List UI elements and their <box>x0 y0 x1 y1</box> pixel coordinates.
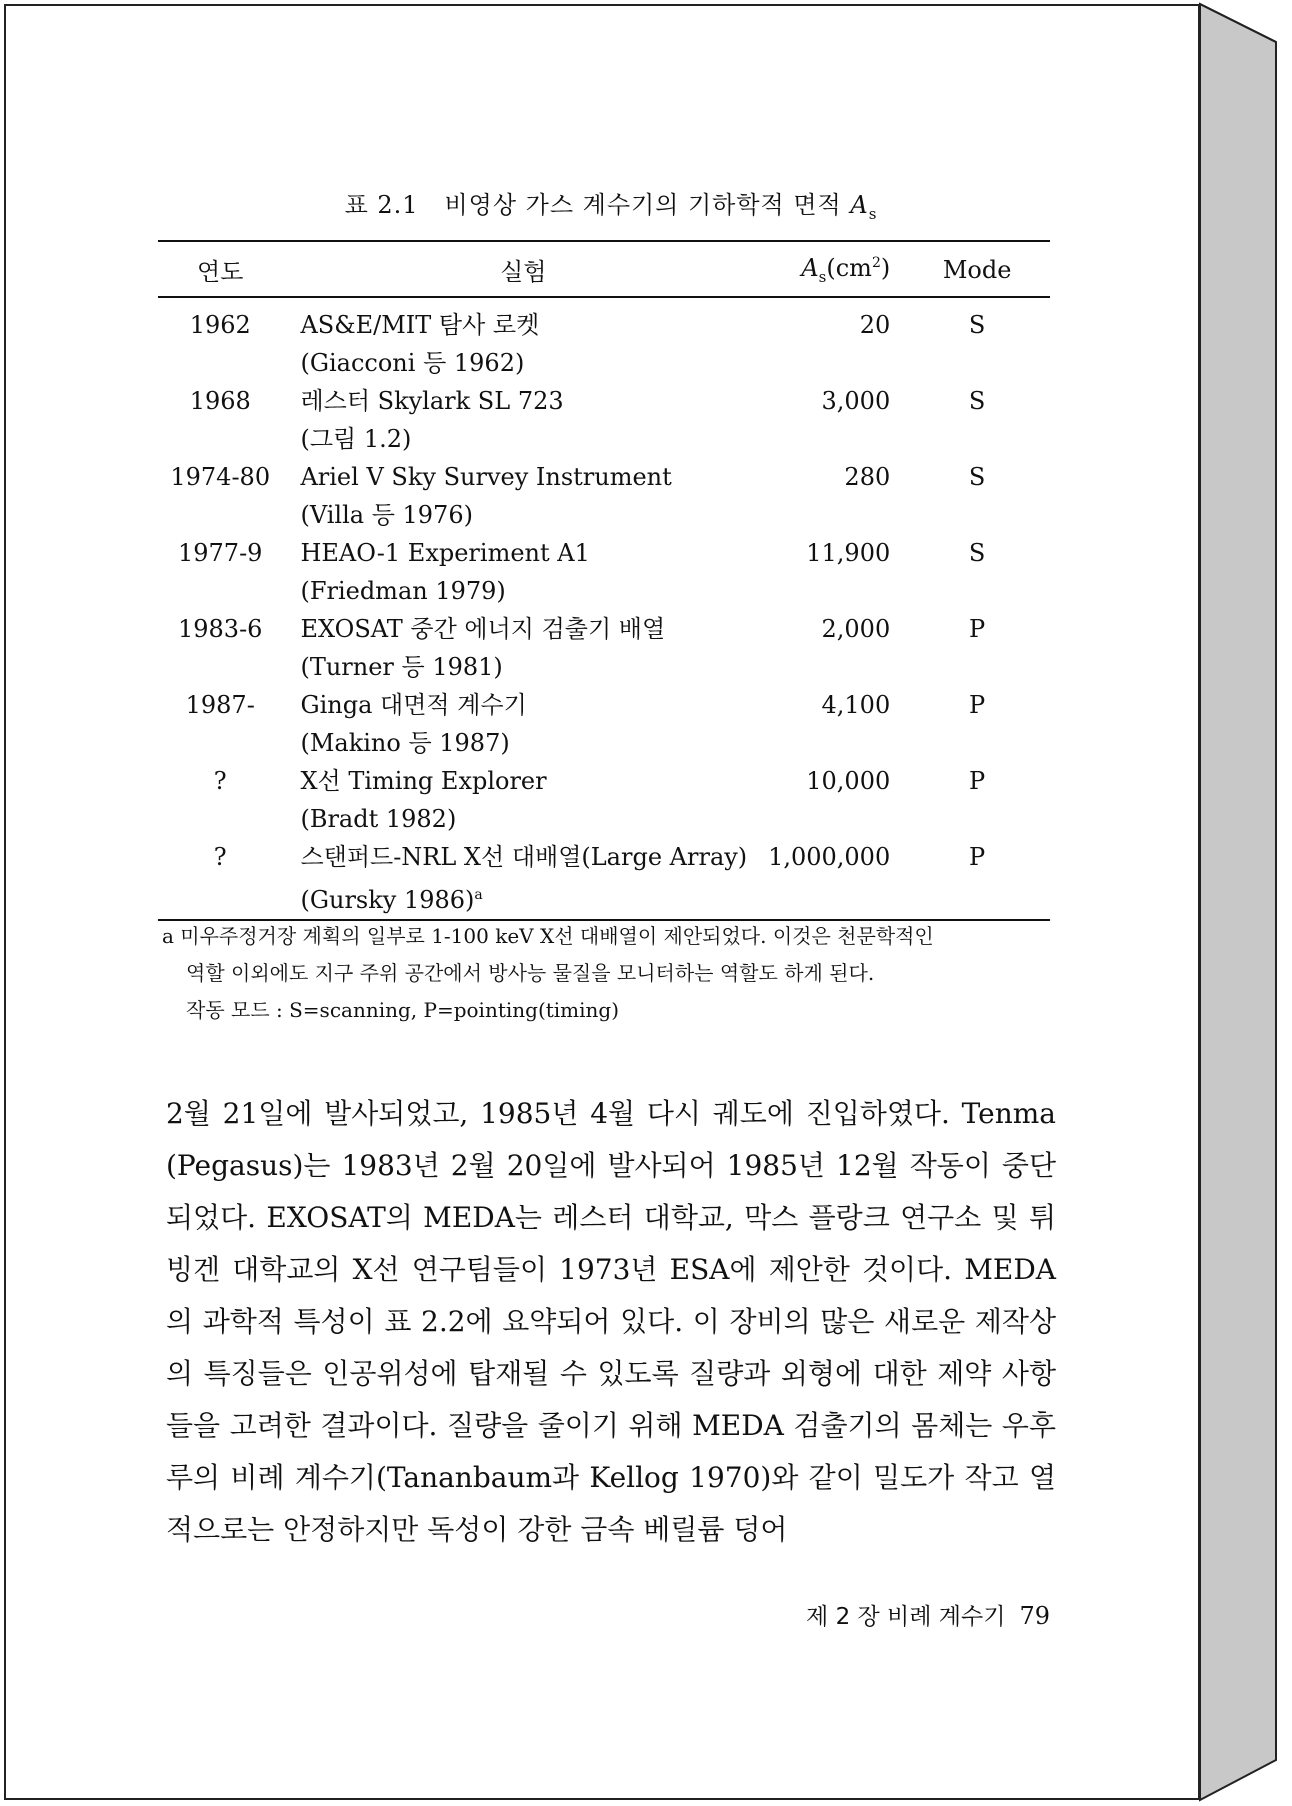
page-number: 79 <box>1019 1602 1050 1630</box>
cell-year: 1962 <box>189 311 251 339</box>
experiment-name: 레스터 Skylark SL 723 <box>300 387 564 415</box>
citation-text: (Giacconi 등 1962) <box>300 349 525 377</box>
body-text <box>166 1088 1056 1556</box>
table-caption-prefix: 표 2.1 <box>344 191 419 219</box>
experiment-name: Ariel V Sky Survey Instrument <box>300 463 672 491</box>
table-row <box>158 686 1050 762</box>
table-caption-text: 비영상 가스 계수기의 기하학적 면적 <box>444 191 842 219</box>
experiment-name: 스탠퍼드-NRL X선 대배열(Large Array) <box>300 843 748 871</box>
cell-area: 20 <box>859 311 891 339</box>
cell-area: 11,900 <box>806 539 891 567</box>
citation-footnote-marker: a <box>474 887 483 903</box>
cell-experiment <box>282 610 764 686</box>
table-row <box>158 610 1050 686</box>
footer-chapter: 제 2 장 비례 계수기 <box>806 1604 1006 1630</box>
header-year: 연도 <box>158 241 282 297</box>
header-area-unit-close: ) <box>880 253 891 282</box>
cell-area: 10,000 <box>806 767 891 795</box>
page-footer <box>730 1598 1050 1631</box>
cell-mode: S <box>968 539 986 567</box>
cell-experiment <box>282 382 764 458</box>
experiment-citation <box>300 496 760 534</box>
cell-year: 1974-80 <box>170 463 271 491</box>
table-row <box>158 382 1050 458</box>
cell-experiment <box>282 534 764 610</box>
cell-experiment <box>282 762 764 838</box>
citation-text: (Villa 등 1976) <box>300 501 473 529</box>
cell-area: 3,000 <box>821 387 891 415</box>
table-caption <box>166 185 1056 223</box>
header-area <box>764 241 904 297</box>
cell-year: 1968 <box>189 387 251 415</box>
experiment-citation <box>300 648 760 686</box>
cell-area: 280 <box>844 463 891 491</box>
cell-mode: P <box>969 691 986 719</box>
header-experiment: 실험 <box>282 241 764 297</box>
cell-year: ? <box>213 767 227 795</box>
citation-text: (Friedman 1979) <box>300 577 506 605</box>
table-row <box>158 534 1050 610</box>
experiment-name: Ginga 대면적 계수기 <box>300 691 527 719</box>
header-area-unit: (cm <box>826 253 872 282</box>
experiment-name: EXOSAT 중간 에너지 검출기 배열 <box>300 615 666 643</box>
table-row <box>158 762 1050 838</box>
cell-mode: P <box>969 615 986 643</box>
detector-area-table <box>158 240 1050 921</box>
cell-mode: P <box>969 843 986 871</box>
experiment-name: AS&E/MIT 탐사 로켓 <box>300 311 540 339</box>
table-body <box>158 297 1050 920</box>
experiment-citation <box>300 724 760 762</box>
cell-year: 1977-9 <box>177 539 263 567</box>
header-mode: Mode <box>904 241 1050 297</box>
header-area-sub: s <box>818 267 827 286</box>
citation-text: (그림 1.2) <box>300 425 412 453</box>
citation-text: (Makino 등 1987) <box>300 729 510 757</box>
table-row <box>158 297 1050 382</box>
citation-text: (Bradt 1982) <box>300 805 457 833</box>
table-header-row <box>158 241 1050 297</box>
cell-mode: S <box>968 387 986 415</box>
table-row <box>158 458 1050 534</box>
header-area-symbol: A <box>801 253 819 282</box>
footnote-line-3: 작동 모드 : S=scanning, P=pointing(timing) <box>186 998 620 1022</box>
table-caption-symbol-sub: s <box>868 204 878 223</box>
experiment-name: HEAO-1 Experiment A1 <box>300 539 590 567</box>
cell-year: 1983-6 <box>177 615 263 643</box>
cell-year: 1987- <box>185 691 255 719</box>
experiment-citation <box>300 572 760 610</box>
cell-area: 1,000,000 <box>768 843 891 871</box>
table-caption-symbol: A <box>850 191 869 219</box>
experiment-name: X선 Timing Explorer <box>300 767 547 795</box>
cell-experiment <box>282 838 764 920</box>
cell-mode: S <box>968 463 986 491</box>
table-row <box>158 838 1050 920</box>
cell-area: 4,100 <box>821 691 891 719</box>
table-footnote <box>162 918 1062 1029</box>
cell-area: 2,000 <box>821 615 891 643</box>
cell-experiment <box>282 297 764 382</box>
cell-mode: P <box>969 767 986 795</box>
body-paragraph: 2월 21일에 발사되었고, 1985년 4월 다시 궤도에 진입하였다. Tenma (Pegasus)는 1983년 2월 20일에 발사되어 1985년 12월 작동이 중단되었다. EXOSAT의 MEDA는 레스터 대학교, 막스 플랑크 연구소 및 튀빙겐 대학교의 X선 연구팀들이 1973년 ESA에 제안한 것이다. MEDA의 과학적 특성이 표 2.2에 요약되어 있다. 이 장비의 많은 새로운 제작상의 특징들은 인공위성에 탑재될 수 있도록 질량과 외형에 대한 제약 사항들을 고려한 결과이다. 질량을 줄이기 위해 MEDA 검출기의 몸체는 우후루의 비례 계수기(Tananbaum과 Kellog 1970)와 같이 밀도가 작고 열적으로는 안정하지만 독성이 강한 금속 베릴륨 덩어 <box>166 1097 1056 1546</box>
citation-text: (Turner 등 1981) <box>300 653 503 681</box>
experiment-citation <box>300 876 760 919</box>
footnote-line-2: 역할 이외에도 지구 주위 공간에서 방사능 물질을 모니터하는 역할도 하게 된다. <box>186 961 875 985</box>
experiment-citation <box>300 344 760 382</box>
cell-mode: S <box>968 311 986 339</box>
experiment-citation <box>300 420 760 458</box>
citation-text: (Gursky 1986) <box>300 886 475 914</box>
cell-experiment <box>282 458 764 534</box>
header-area-unit-sup: 2 <box>871 254 881 271</box>
cell-experiment <box>282 686 764 762</box>
footnote-line-1: a 미우주정거장 계획의 일부로 1-100 keV X선 대배열이 제안되었다. 이것은 천문학적인 <box>162 924 934 948</box>
experiment-citation <box>300 800 760 838</box>
cell-year: ? <box>213 843 227 871</box>
